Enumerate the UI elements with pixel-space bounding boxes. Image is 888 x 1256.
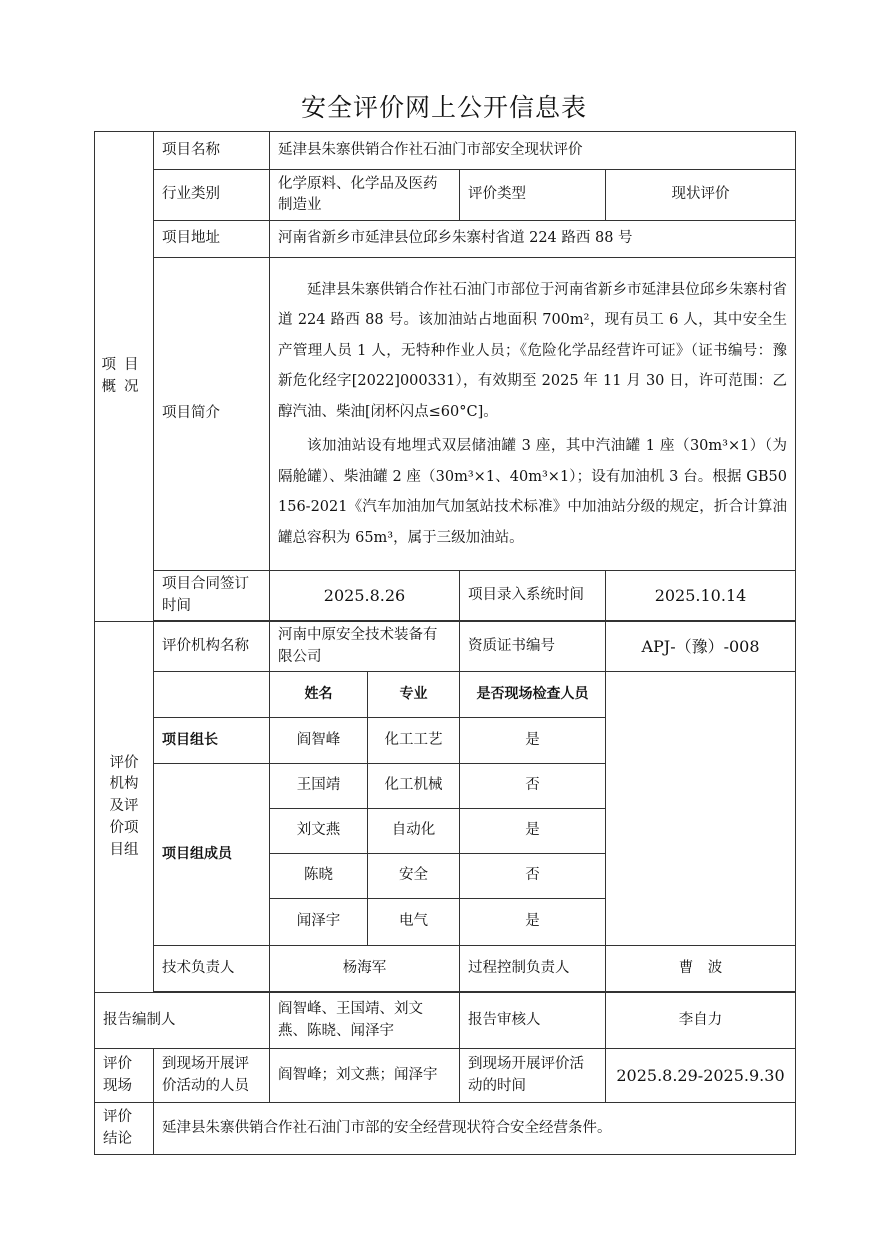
report-author-label: 报告编制人 xyxy=(95,993,270,1049)
intro-value xyxy=(270,258,796,571)
leader-major: 化工工艺 xyxy=(368,718,460,764)
member-name: 刘文燕 xyxy=(270,809,368,854)
conclusion-section-label: 评价结论 xyxy=(95,1103,154,1155)
cert-value: APJ-（豫）-008 xyxy=(606,622,796,672)
member-name: 陈晓 xyxy=(270,854,368,899)
blank-cell xyxy=(606,672,796,946)
conclusion-text: 延津县朱寨供销合作社石油门市部的安全经营现状符合安全经营条件。 xyxy=(154,1103,796,1155)
tech-label: 技术负责人 xyxy=(154,946,270,992)
site-time: 2025.8.29-2025.9.30 xyxy=(606,1049,796,1103)
process-label: 过程控制负责人 xyxy=(460,946,606,992)
members-label: 项目组成员 xyxy=(154,764,270,946)
eval-type-value: 现状评价 xyxy=(606,170,796,221)
process-value: 曹 波 xyxy=(606,946,796,992)
contract-date: 2025.8.26 xyxy=(270,571,460,621)
intro-paragraph-2: 该加油站设有地埋式双层储油罐 3 座，其中汽油罐 1 座（30m³×1）（为隔舱罐）、柴油罐 2 座（30m³×1、40m³×1）；设有加油机 3 台。根据 GB50156-2021《汽车加油加气加氢站技术标准》中加油站分级的规定，折合计算油罐总容积为 65m³，属于三级加油站。 xyxy=(278,438,787,546)
site-people: 阎智峰；刘文燕；闻泽宇 xyxy=(270,1049,460,1103)
info-table xyxy=(94,131,796,1155)
industry-label: 行业类别 xyxy=(154,170,270,221)
header-name: 姓名 xyxy=(270,672,368,718)
member-major: 化工机械 xyxy=(368,764,460,809)
address-value: 河南省新乡市延津县位邱乡朱寨村省道 224 路西 88 号 xyxy=(270,221,796,258)
member-onsite: 否 xyxy=(460,764,606,809)
page-title: 安全评价网上公开信息表 xyxy=(300,93,587,122)
header-onsite: 是否现场检查人员 xyxy=(460,672,606,718)
cert-label: 资质证书编号 xyxy=(460,622,606,672)
leader-name: 阎智峰 xyxy=(270,718,368,764)
member-onsite: 是 xyxy=(460,809,606,854)
member-name: 王国靖 xyxy=(270,764,368,809)
section-org-label: 评价机构及评价项目组 xyxy=(95,622,154,993)
member-onsite: 否 xyxy=(460,854,606,899)
intro-label: 项目简介 xyxy=(154,258,270,571)
member-name: 闻泽宇 xyxy=(270,899,368,946)
report-reviewer: 李自力 xyxy=(606,993,796,1049)
address-label: 项目地址 xyxy=(154,221,270,258)
member-major: 自动化 xyxy=(368,809,460,854)
tech-value: 杨海军 xyxy=(270,946,460,992)
contract-label: 项目合同签订时间 xyxy=(154,571,270,621)
entry-label: 项目录入系统时间 xyxy=(460,571,606,621)
header-blank xyxy=(154,672,270,718)
member-major: 安全 xyxy=(368,854,460,899)
site-time-label: 到现场开展评价活动的时间 xyxy=(460,1049,606,1103)
site-section-label: 评价现场 xyxy=(95,1049,154,1103)
section-overview-label: 项目 概况 xyxy=(95,132,154,622)
entry-date: 2025.10.14 xyxy=(606,571,796,621)
report-authors: 阎智峰、王国靖、刘文燕、陈晓、闻泽宇 xyxy=(270,993,460,1049)
report-reviewer-label: 报告审核人 xyxy=(460,993,606,1049)
intro-paragraph-1: 延津县朱寨供销合作社石油门市部位于河南省新乡市延津县位邱乡朱寨村省道 224 路西 88 号。该加油站占地面积 700m²，现有员工 6 人，其中安全生产管理人员 1 人，无特种作业人员；《危险化学品经营许可证》（证书编号：豫新危化经字[2022]000331），有效期至 2025 年 11 月 30 日，许可范围：乙醇汽油、柴油[闭杯闪点≤60°C]。 xyxy=(278,282,787,420)
project-name-label: 项目名称 xyxy=(154,132,270,170)
member-onsite: 是 xyxy=(460,899,606,946)
leader-label: 项目组长 xyxy=(154,718,270,764)
leader-onsite: 是 xyxy=(460,718,606,764)
project-name-value: 延津县朱寨供销合作社石油门市部安全现状评价 xyxy=(270,132,796,170)
eval-type-label: 评价类型 xyxy=(460,170,606,221)
member-major: 电气 xyxy=(368,899,460,946)
industry-value: 化学原料、化学品及医药制造业 xyxy=(270,170,460,221)
org-name-label: 评价机构名称 xyxy=(154,622,270,672)
org-name-value: 河南中原安全技术装备有限公司 xyxy=(270,622,460,672)
site-people-label: 到现场开展评价活动的人员 xyxy=(154,1049,270,1103)
header-major: 专业 xyxy=(368,672,460,718)
